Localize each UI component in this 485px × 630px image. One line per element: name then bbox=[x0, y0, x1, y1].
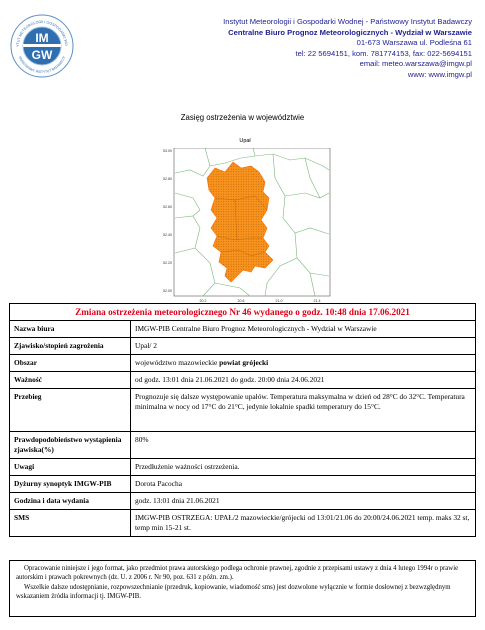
row-value: IMGW-PIB Centralne Biuro Prognoz Meteorologicznych - Wydział w Warszawie bbox=[131, 321, 476, 338]
warning-heading: Zmiana ostrzeżenia meteorologicznego Nr 46 wydanego o godz. 10:48 dnia 17.06.2021 bbox=[10, 304, 476, 321]
row-value: Dorota Pacocha bbox=[131, 476, 476, 493]
row-label: Nazwa biura bbox=[10, 321, 131, 338]
row-value: Upał/ 2 bbox=[131, 338, 476, 355]
imgw-logo bbox=[10, 14, 74, 78]
logo-arc-top: YTUT METEOROLOGII I GOSPODARKI WO bbox=[15, 19, 69, 48]
y-tick-label: 52.80 bbox=[163, 177, 172, 181]
table-row bbox=[10, 459, 476, 476]
map-section-title: Zasięg ostrzeżenia w województwie bbox=[180, 113, 305, 122]
row-value: Prognozuje się dalsze występowanie upałów. Temperatura maksymalna w dzień od 28°C do 32°C. Temperatura minimalna w nocy od 17°C do 21°C, jedynie lokalnie spadki temperatury do 15°C. bbox=[131, 389, 476, 432]
table-row bbox=[10, 389, 476, 432]
logo-letters-top: IM bbox=[35, 31, 49, 45]
institute-name: Instytut Meteorologii i Gospodarki Wodnej - Państwowy Instytut Badawczy bbox=[223, 17, 472, 26]
phones: tel: 22 5694151, kom. 781774153, fax: 022-5694151 bbox=[295, 48, 472, 58]
logo-arc-bottom: PAŃSTWOWY INSTYTUT BADAWCZY bbox=[17, 55, 67, 75]
x-tick-label: 21.4 bbox=[313, 299, 321, 303]
row-value: IMGW-PIB OSTRZEGA: UPAŁ/2 mazowieckie/grójecki od 13:01/21.06 do 20:00/24.06.2021 temp. maks 32 st, temp min 15-21 st. bbox=[131, 510, 476, 537]
table-row bbox=[10, 355, 476, 372]
area-county: powiat grójecki bbox=[219, 358, 269, 367]
logo-letters-bottom: GW bbox=[31, 48, 53, 62]
row-label: Zjawisko/stopień zagrożenia bbox=[10, 338, 131, 355]
y-tick-label: 52.40 bbox=[163, 233, 172, 237]
row-label: SMS bbox=[10, 510, 131, 537]
row-label: Obszar bbox=[10, 355, 131, 372]
x-tick-label: 20.2 bbox=[199, 299, 207, 303]
table-row bbox=[10, 372, 476, 389]
area-prefix: województwo mazowieckie bbox=[135, 358, 220, 367]
table-row bbox=[10, 432, 476, 459]
row-value: godz. 13:01 dnia 21.06.2021 bbox=[131, 493, 476, 510]
table-row bbox=[10, 338, 476, 355]
y-tick-label: 52.20 bbox=[163, 261, 172, 265]
table-row bbox=[10, 510, 476, 537]
row-label: Ważność bbox=[10, 372, 131, 389]
y-tick-label: 53.00 bbox=[163, 149, 172, 153]
website[interactable]: www: www.imgw.pl bbox=[407, 69, 472, 79]
address: 01-673 Warszawa ul. Podleśna 61 bbox=[356, 38, 472, 48]
table-row bbox=[10, 321, 476, 338]
table-row bbox=[10, 476, 476, 493]
row-label: Przebieg bbox=[10, 389, 131, 432]
row-label: Godzina i data wydania bbox=[10, 493, 131, 510]
row-value: 80% bbox=[131, 432, 476, 459]
map-canvas bbox=[155, 148, 335, 308]
copyright-paragraph: Opracowanie niniejsze i jego format, jako przedmiot prawa autorskiego podlega ochronie prawnej, zgodnie z przepisami ustawy z dnia 4 lutego 1994r o prawie autorskim i prawach pokrewnych (dz. U. z 2006 r. Nr 90, poz. 631 z późn. zm.). bbox=[16, 565, 459, 582]
row-value bbox=[131, 355, 476, 372]
email[interactable]: email: meteo.warszawa@imgw.pl bbox=[359, 59, 472, 69]
warning-table bbox=[9, 303, 476, 537]
copyright-note bbox=[9, 560, 476, 617]
row-label: Uwagi bbox=[10, 459, 131, 476]
map-title: Upał bbox=[239, 138, 251, 144]
row-label: Prawdopodobieństwo wystąpienia zjawiska(%) bbox=[10, 432, 131, 459]
warning-map bbox=[155, 138, 335, 308]
y-tick-label: 52.00 bbox=[163, 289, 172, 293]
x-tick-label: 20.6 bbox=[237, 299, 245, 303]
row-label: Dyżurny synoptyk IMGW-PIB bbox=[10, 476, 131, 493]
row-value: od godz. 13:01 dnia 21.06.2021 do godz. 20:00 dnia 24.06.2021 bbox=[131, 372, 476, 389]
y-tick-label: 52.60 bbox=[163, 205, 172, 209]
office-name: Centralne Biuro Prognoz Meteorologicznych - Wydział w Warszawie bbox=[228, 27, 472, 37]
header-block bbox=[152, 17, 472, 81]
table-row bbox=[10, 493, 476, 510]
x-tick-label: 21.0 bbox=[275, 299, 283, 303]
row-value: Przedłużenie ważności ostrzeżenia. bbox=[131, 459, 476, 476]
redistribution-paragraph: Wszelkie dalsze udostępnianie, rozpowszechnianie (przedruk, kopiowanie, wiadomość sms) jest dozwolone wyłącznie w formie dosłownej z bezwzględnym wskazaniem źródła informacji tj. IMGW-PIB. bbox=[16, 583, 451, 601]
